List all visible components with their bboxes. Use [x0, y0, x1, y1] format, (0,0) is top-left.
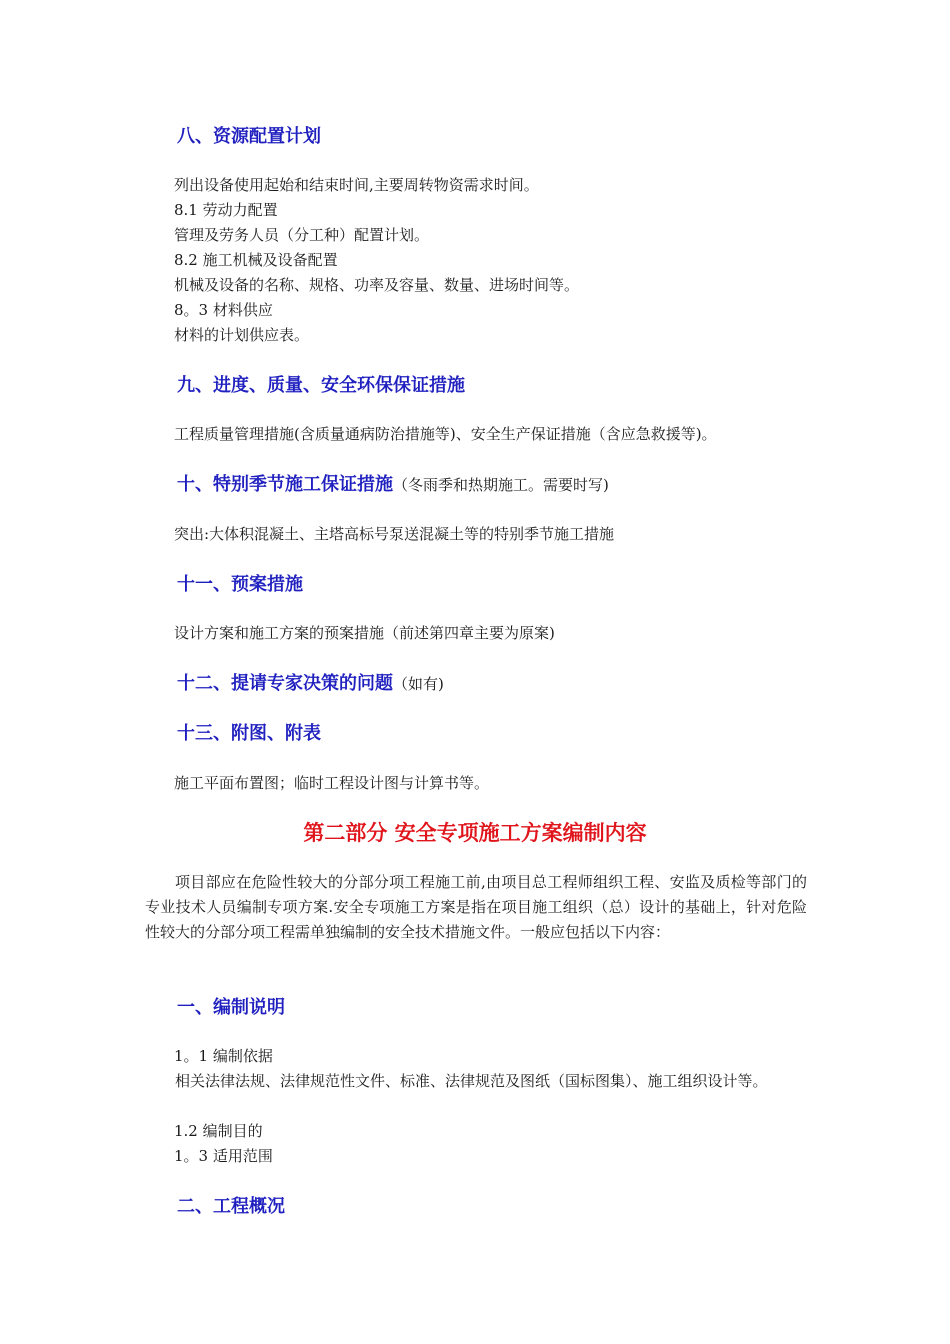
section-8-heading: 八、资源配置计划 — [177, 126, 321, 147]
part-2-title: 第二部分 安全专项施工方案编制内容 — [303, 821, 647, 845]
section-9-heading: 九、进度、质量、安全环保保证措施 — [177, 375, 465, 396]
section-13-heading: 十三、附图、附表 — [177, 723, 321, 744]
part-2-section-1-heading: 一、编制说明 — [177, 997, 285, 1018]
section-10-note: （冬雨季和热期施工。需要时写) — [393, 476, 609, 494]
section-12-note: （如有) — [393, 675, 444, 693]
section-8-line-3: 管理及劳务人员（分工种）配置计划。 — [174, 226, 430, 244]
section-10-text: 突出:大体积混凝土、主塔高标号泵送混凝土等的特别季节施工措施 — [174, 525, 615, 543]
subsection-1-1-text: 相关法律法规、法律规范性文件、标准、法律规范及图纸（国标图集）、施工组织设计等。 — [175, 1072, 768, 1090]
section-13-text: 施工平面布置图；临时工程设计图与计算书等。 — [174, 774, 490, 792]
section-8-line-4: 8.2 施工机械及设备配置 — [174, 251, 338, 269]
section-12-heading — [177, 673, 444, 695]
section-8-line-6: 8。3 材料供应 — [174, 301, 273, 319]
part-2-section-2-heading: 二、工程概况 — [177, 1196, 285, 1217]
subsection-1-1: 1。1 编制依据 — [174, 1047, 273, 1065]
section-10-title: 十、特别季节施工保证措施 — [177, 474, 393, 495]
section-11-heading: 十一、预案措施 — [177, 574, 303, 595]
section-8-line-2: 8.1 劳动力配置 — [174, 201, 278, 219]
section-11-text: 设计方案和施工方案的预案措施（前述第四章主要为原案) — [174, 624, 555, 642]
section-12-title: 十二、提请专家决策的问题 — [177, 673, 393, 694]
section-8-line-5: 机械及设备的名称、规格、功率及容量、数量、进场时间等。 — [174, 276, 580, 294]
subsection-1-2: 1.2 编制目的 — [174, 1122, 263, 1140]
section-8-line-1: 列出设备使用起始和结束时间,主要周转物资需求时间。 — [174, 176, 539, 194]
section-10-heading — [177, 474, 609, 496]
section-9-text: 工程质量管理措施(含质量通病防治措施等)、安全生产保证措施（含应急救援等)。 — [174, 425, 717, 443]
subsection-1-3: 1。3 适用范围 — [174, 1147, 273, 1165]
section-8-line-7: 材料的计划供应表。 — [174, 326, 310, 344]
part-2-intro: 项目部应在危险性较大的分部分项工程施工前,由项目总工程师组织工程、安监及质检等部门的专业技术人员编制专项方案.安全专项施工方案是指在项目施工组织（总）设计的基础上，针对危险性较大的分部分项工程需单独编制的安全技术措施文件。一般应包括以下内容： — [145, 873, 807, 941]
